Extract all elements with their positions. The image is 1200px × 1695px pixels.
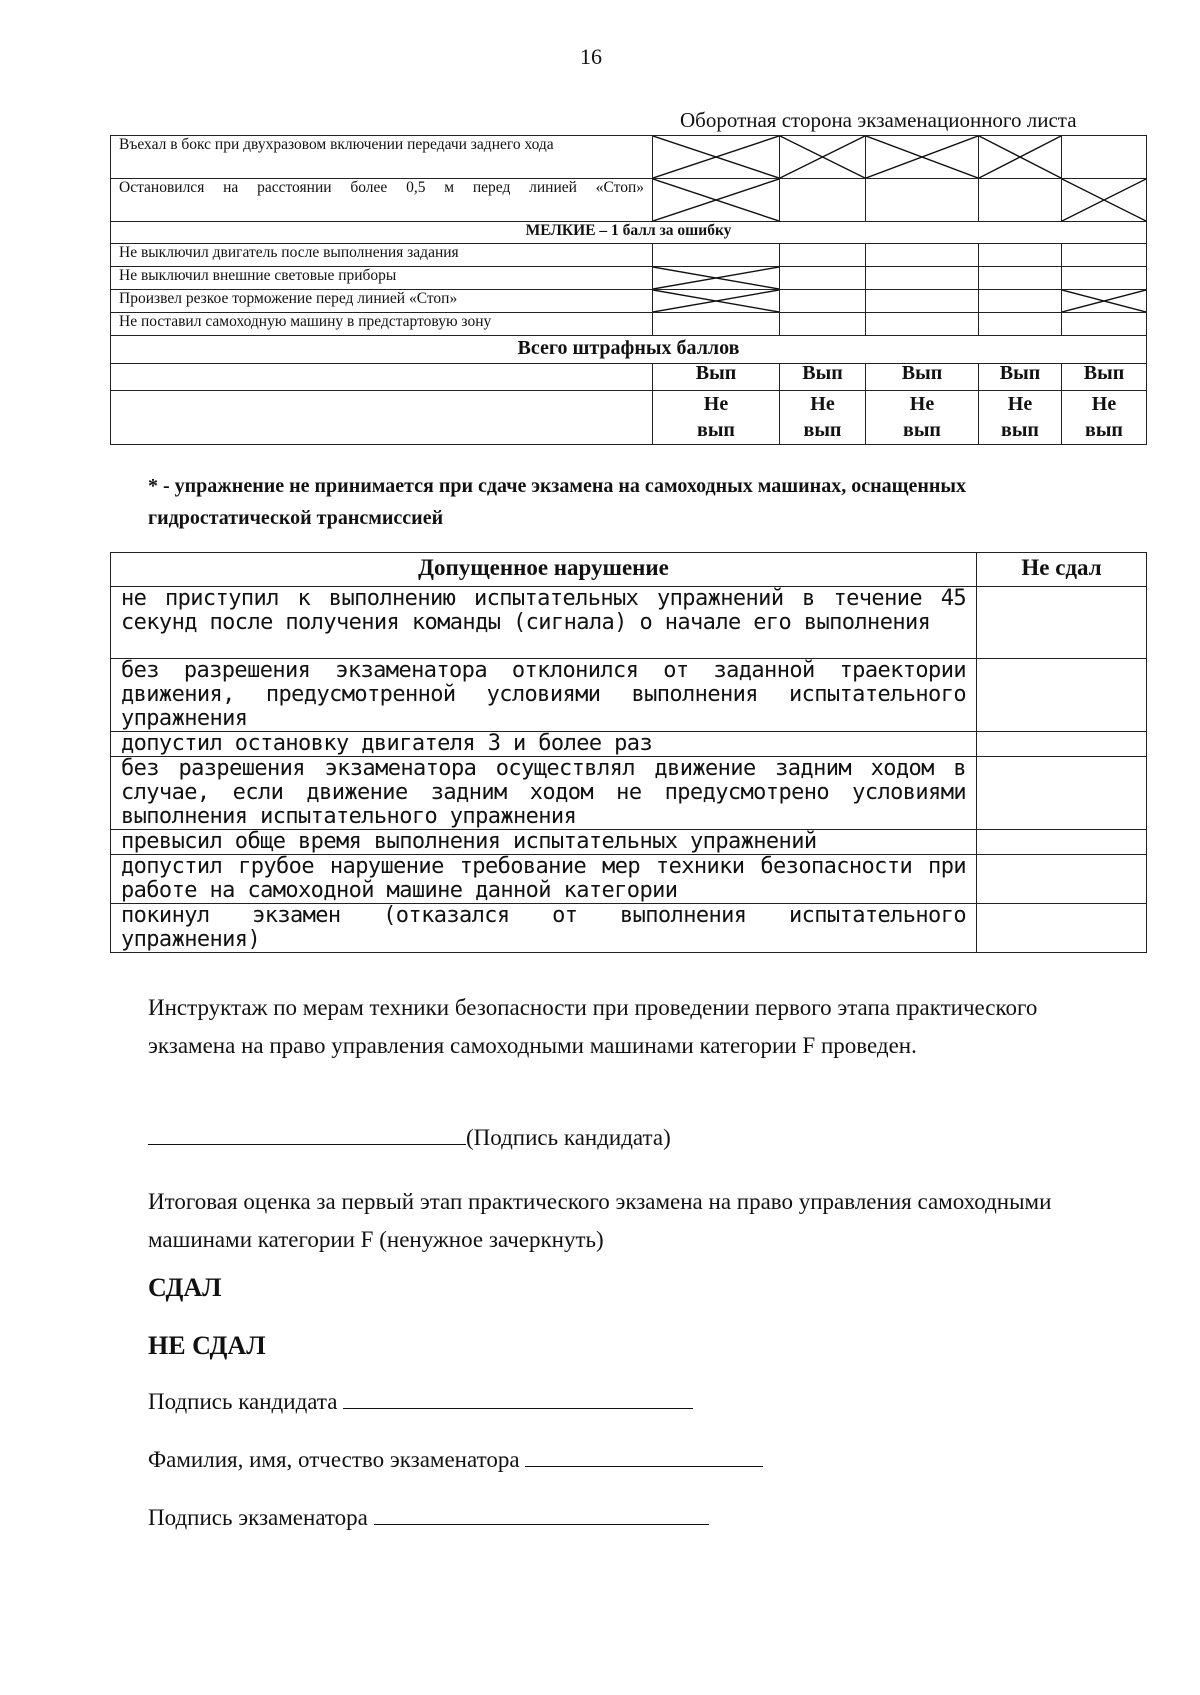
- cross-mark-icon: [653, 136, 779, 178]
- result-not-done[interactable]: [653, 391, 780, 445]
- criterion-label: Не выключил двигатель после выполнения задания: [111, 244, 653, 267]
- score-cell[interactable]: [866, 244, 979, 267]
- score-cell[interactable]: [653, 136, 780, 179]
- violation-row: [111, 904, 1147, 953]
- score-cell[interactable]: [1062, 179, 1147, 222]
- footnote: * - упражнение не принимается при сдаче экзамена на самоходных машинах, оснащенных гидростатической трансмиссией: [148, 475, 967, 529]
- result-not-line1: Не: [909, 393, 935, 415]
- cross-mark-icon: [653, 179, 779, 221]
- score-cell[interactable]: [866, 313, 979, 336]
- score-cell[interactable]: [653, 179, 780, 222]
- score-cell[interactable]: [780, 313, 866, 336]
- failed-mark-cell[interactable]: [977, 904, 1147, 953]
- score-cell[interactable]: [1062, 244, 1147, 267]
- result-not-line2: вып: [1085, 419, 1123, 441]
- failed-mark-cell[interactable]: [977, 587, 1147, 659]
- violation-row: [111, 855, 1147, 904]
- page-number: 16: [580, 44, 602, 69]
- score-cell[interactable]: [979, 179, 1062, 222]
- examiner-signature-label: Подпись экзаменатора: [148, 1505, 368, 1530]
- result-not-line2: вып: [697, 419, 735, 441]
- result-done[interactable]: Вып: [866, 364, 979, 391]
- signature-blank[interactable]: [148, 1126, 466, 1145]
- examiner-signature-blank[interactable]: [374, 1506, 709, 1525]
- result-not-done[interactable]: [1062, 391, 1147, 445]
- result-not-done[interactable]: [780, 391, 866, 445]
- score-cell[interactable]: [780, 244, 866, 267]
- result-done[interactable]: Вып: [1062, 364, 1147, 391]
- candidate-signature-blank[interactable]: [343, 1390, 693, 1409]
- cross-mark-icon: [653, 267, 779, 289]
- score-cell[interactable]: [780, 267, 866, 290]
- result-not-line2: вып: [1001, 419, 1039, 441]
- examiner-signature-row: [148, 1505, 709, 1531]
- examiner-name-blank[interactable]: [525, 1448, 763, 1467]
- failed-mark-cell[interactable]: [977, 855, 1147, 904]
- score-cell[interactable]: [866, 136, 979, 179]
- score-cell[interactable]: [1062, 267, 1147, 290]
- cross-mark-icon: [866, 136, 978, 178]
- criterion-label: Остановился на расстоянии более 0,5 м перед линией «Стоп»: [111, 179, 653, 222]
- result-not-line1: Не: [1007, 393, 1033, 415]
- failed-mark-cell[interactable]: [977, 732, 1147, 757]
- violation-row: [111, 757, 1147, 830]
- score-cell[interactable]: [979, 290, 1062, 313]
- minor-errors-header: МЕЛКИЕ – 1 балл за ошибку: [111, 222, 1147, 244]
- result-blank: [111, 364, 653, 391]
- result-done[interactable]: Вып: [979, 364, 1062, 391]
- score-cell[interactable]: [653, 313, 780, 336]
- safety-briefing-text: Инструктаж по мерам техники безопасности при проведении первого этапа практического экзамена на право управления самоходными машинами категории F проведен.: [148, 995, 1038, 1058]
- candidate-signature-caption: (Подпись кандидата): [466, 1125, 671, 1150]
- violation-row: [111, 732, 1147, 757]
- criterion-label: Не выключил внешние световые приборы: [111, 267, 653, 290]
- violation-header: Допущенное нарушение: [111, 553, 977, 587]
- score-cell[interactable]: [780, 290, 866, 313]
- cross-mark-icon: [1062, 179, 1146, 221]
- score-cell[interactable]: [979, 313, 1062, 336]
- score-cell[interactable]: [653, 290, 780, 313]
- failed-mark-cell[interactable]: [977, 659, 1147, 732]
- result-not-line2: вып: [903, 419, 941, 441]
- score-cell[interactable]: [866, 179, 979, 222]
- score-cell[interactable]: [979, 136, 1062, 179]
- criterion-label: Въехал в бокс при двухразовом включении передачи заднего хода: [111, 136, 653, 179]
- score-cell[interactable]: [780, 136, 866, 179]
- score-cell[interactable]: [866, 290, 979, 313]
- cross-mark-icon: [1062, 290, 1146, 312]
- score-row: [111, 267, 1147, 290]
- violation-text: превысил обще время выполнения испытательных упражнений: [111, 830, 977, 855]
- score-cell[interactable]: [653, 267, 780, 290]
- examiner-name-label: Фамилия, имя, отчество экзаменатора: [148, 1447, 520, 1472]
- candidate-signature-row: [148, 1389, 693, 1415]
- candidate-signature-line: [148, 1125, 671, 1151]
- criterion-label: Произвел резкое торможение перед линией «Стоп»: [111, 290, 653, 313]
- violation-text: допустил грубое нарушение требование мер техники безопасности при работе на самоходной машине данной категории: [111, 855, 977, 904]
- total-penalty-label: Всего штрафных баллов: [111, 336, 1147, 364]
- score-cell[interactable]: [979, 267, 1062, 290]
- score-row: [111, 290, 1147, 313]
- violation-row: [111, 830, 1147, 855]
- reverse-side-title: Оборотная сторона экзаменационного листа: [680, 108, 1077, 132]
- failed-mark-cell[interactable]: [977, 757, 1147, 830]
- examiner-name-row: [148, 1447, 763, 1473]
- violation-text: не приступил к выполнению испытательных упражнений в течение 45 секунд после получения команды (сигнала) о начале его выполнения: [111, 587, 977, 659]
- result-done[interactable]: Вып: [653, 364, 780, 391]
- result-not-line1: Не: [810, 393, 835, 415]
- violation-row: [111, 659, 1147, 732]
- score-cell[interactable]: [780, 179, 866, 222]
- candidate-signature-label: Подпись кандидата: [148, 1389, 338, 1414]
- violation-text: допустил остановку двигателя 3 и более раз: [111, 732, 977, 757]
- violation-text: без разрешения экзаменатора отклонился от заданной траектории движения, предусмотренной условиями выполнения испытательного упражнения: [111, 659, 977, 732]
- final-grade-text: Итоговая оценка за первый этап практического экзамена на право управления самоходными машинами категории F (ненужное зачеркнуть): [148, 1189, 1052, 1252]
- score-cell[interactable]: [1062, 290, 1147, 313]
- result-not-line1: Не: [703, 393, 729, 415]
- result-not-done[interactable]: [866, 391, 979, 445]
- violation-text: без разрешения экзаменатора осуществлял движение задним ходом в случае, если движение задним ходом не предусмотрено условиями выполнения испытательного упражнения: [111, 757, 977, 830]
- cross-mark-icon: [653, 290, 779, 312]
- violation-row: [111, 587, 1147, 659]
- result-done[interactable]: Вып: [780, 364, 866, 391]
- score-row: [111, 136, 1147, 179]
- result-not-done[interactable]: [979, 391, 1062, 445]
- failed-mark-cell[interactable]: [977, 830, 1147, 855]
- violation-text: покинул экзамен (отказался от выполнения испытательного упражнения): [111, 904, 977, 953]
- passed-option[interactable]: СДАЛ: [148, 1273, 222, 1302]
- score-row: [111, 244, 1147, 267]
- score-cell[interactable]: [866, 267, 979, 290]
- score-table: [110, 135, 1147, 445]
- result-not-line1: Не: [1091, 393, 1117, 415]
- score-cell[interactable]: [979, 244, 1062, 267]
- failed-option[interactable]: НЕ СДАЛ: [148, 1331, 266, 1360]
- score-row: [111, 313, 1147, 336]
- cross-mark-icon: [979, 136, 1061, 178]
- score-cell[interactable]: [1062, 313, 1147, 336]
- score-row: [111, 179, 1147, 222]
- result-blank: [111, 391, 653, 445]
- score-cell[interactable]: [1062, 136, 1147, 179]
- result-not-line2: вып: [803, 419, 842, 441]
- score-cell[interactable]: [653, 244, 780, 267]
- cross-mark-icon: [780, 136, 865, 178]
- violations-table: [110, 552, 1147, 953]
- failed-header: Не сдал: [977, 553, 1147, 587]
- criterion-label: Не поставил самоходную машину в предстартовую зону: [111, 313, 653, 336]
